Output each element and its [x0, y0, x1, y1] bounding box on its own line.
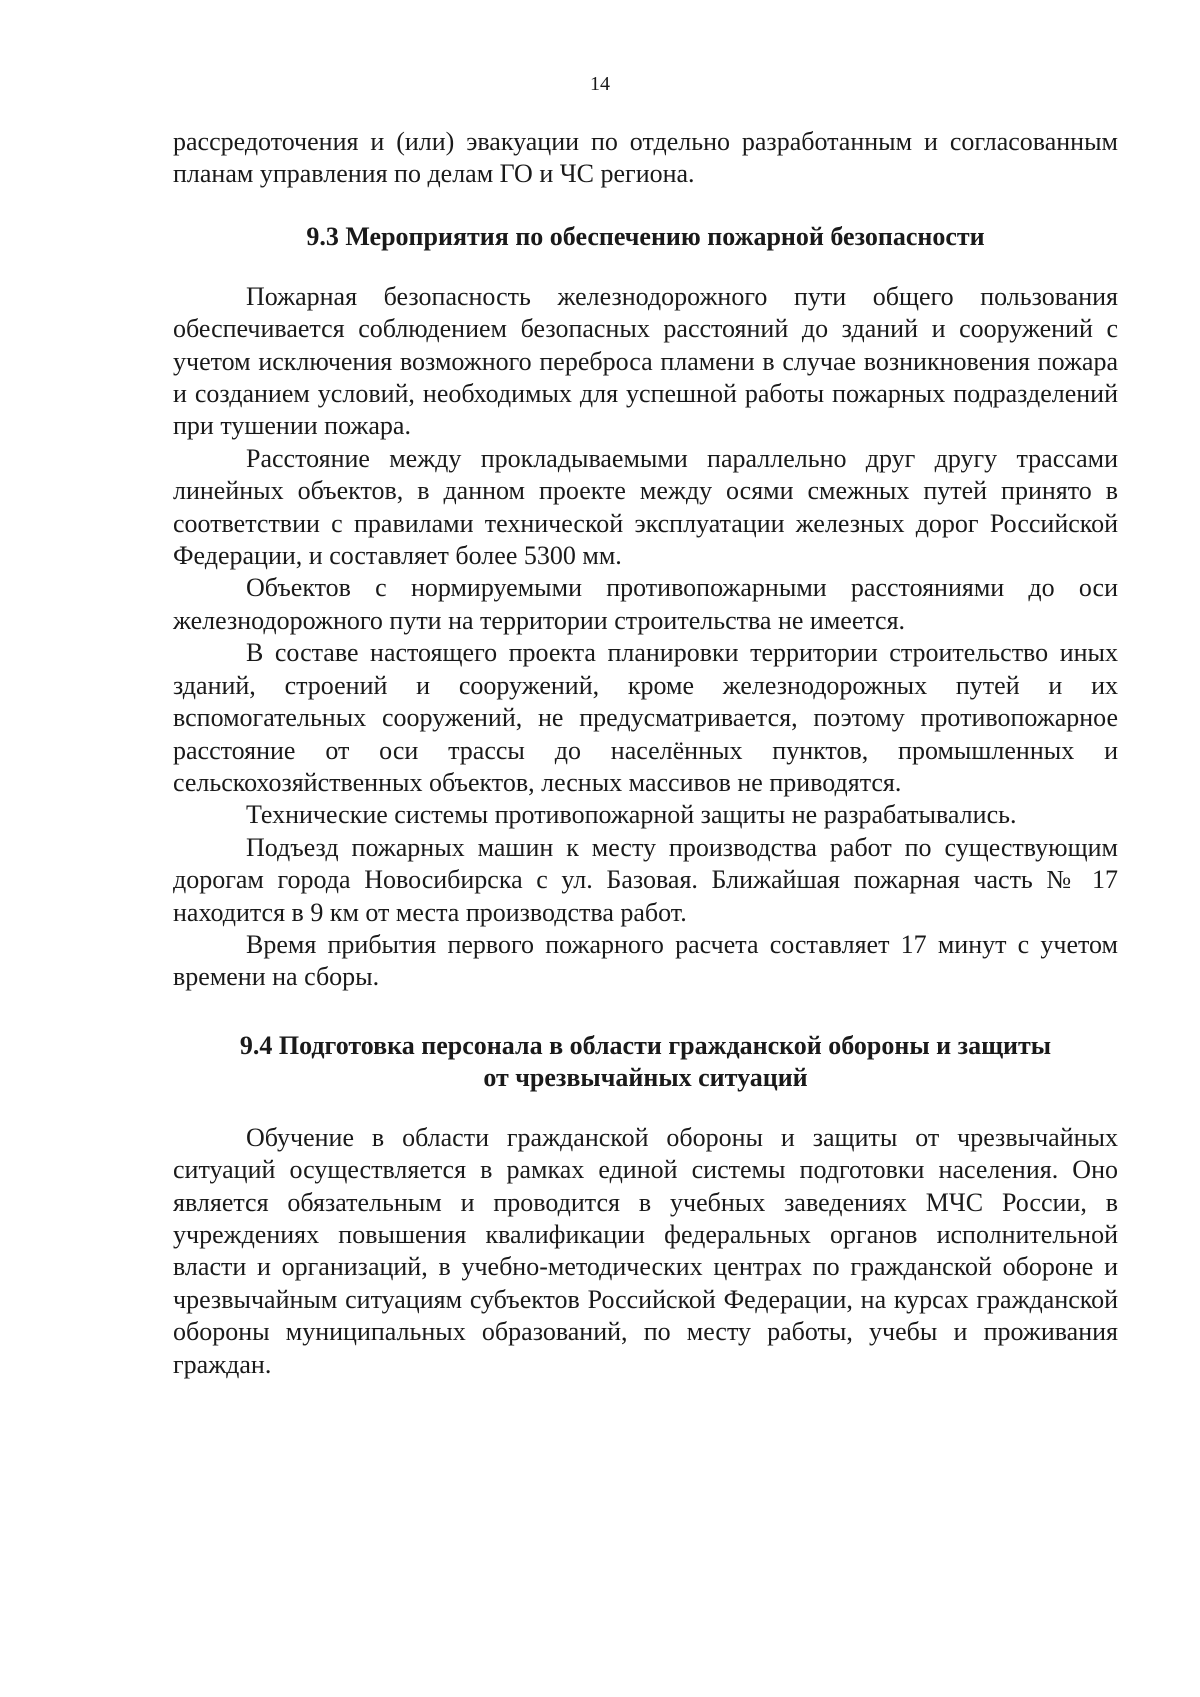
section-heading-9-4: [173, 1030, 1118, 1094]
paragraph-no-buildings: В составе настоящего проекта планировки территории строительство иных зданий, строений и сооружений, кроме железнодорожных путей и их вспомогательных сооружений, не предусматривается, поэтому противопожарное расстояние от оси трассы до населённых пунктов, промышленных и сельскохозяйственных объектов, лесных массивов не приводятся.: [173, 638, 1118, 797]
document-body: [173, 126, 1118, 1381]
paragraph-track-distance: Расстояние между прокладываемыми параллельно друг другу трассами линейных объектов, в данном проекте между осями смежных путей принято в соответствии с правилами технической эксплуатации железных дорог Российской Федерации, и составляет более 5300 мм.: [173, 443, 1118, 571]
page-number: 14: [590, 73, 610, 95]
section-heading-9-4-line2: от чрезвычайных ситуаций: [483, 1062, 808, 1092]
paragraph-arrival-time: Время прибытия первого пожарного расчета составляет 17 минут с учетом времени на сборы.: [173, 929, 1118, 992]
paragraph-fire-safety: Пожарная безопасность железнодорожного пути общего пользования обеспечивается соблюдением безопасных расстояний до зданий и сооружений с учетом исключения возможного переброса пламени в случае возникновения пожара и созданием условий, необходимых для успешной работы пожарных подразделений при тушении пожара.: [173, 281, 1118, 441]
section-heading-9-3: 9.3 Мероприятия по обеспечению пожарной безопасности: [306, 221, 985, 251]
paragraph-fire-access: Подъезд пожарных машин к месту производства работ по существующим дорогам города Новосибирска с ул. Базовая. Ближайшая пожарная часть № 17 находится в 9 км от места производства работ.: [173, 832, 1118, 927]
intro-paragraph: рассредоточения и (или) эвакуации по отдельно разработанным и согласованным планам управления по делам ГО и ЧС региона.: [173, 127, 1118, 189]
section-heading-9-4-line1: 9.4 Подготовка персонала в области гражданской обороны и защиты: [239, 1030, 1052, 1060]
paragraph-no-objects: Объектов с нормируемыми противопожарными расстояниями до оси железнодорожного пути на территории строительства не имеется.: [173, 573, 1118, 635]
paragraph-civil-defense-training: Обучение в области гражданской обороны и защиты от чрезвычайных ситуаций осуществляется в рамках единой системы подготовки населения. Оно является обязательным и проводится в учебных заведениях МЧС России, в учреждениях повышения квалификации федеральных органов исполнительной власти и организаций, в учебно-методических центрах по гражданской обороне и чрезвычайным ситуациям субъектов Российской Федерации, на курсах гражданской обороны муниципальных образований, по месту работы, учебы и проживания граждан.: [173, 1122, 1118, 1379]
paragraph-tech-systems: Технические системы противопожарной защиты не разрабатывались.: [246, 800, 1017, 830]
